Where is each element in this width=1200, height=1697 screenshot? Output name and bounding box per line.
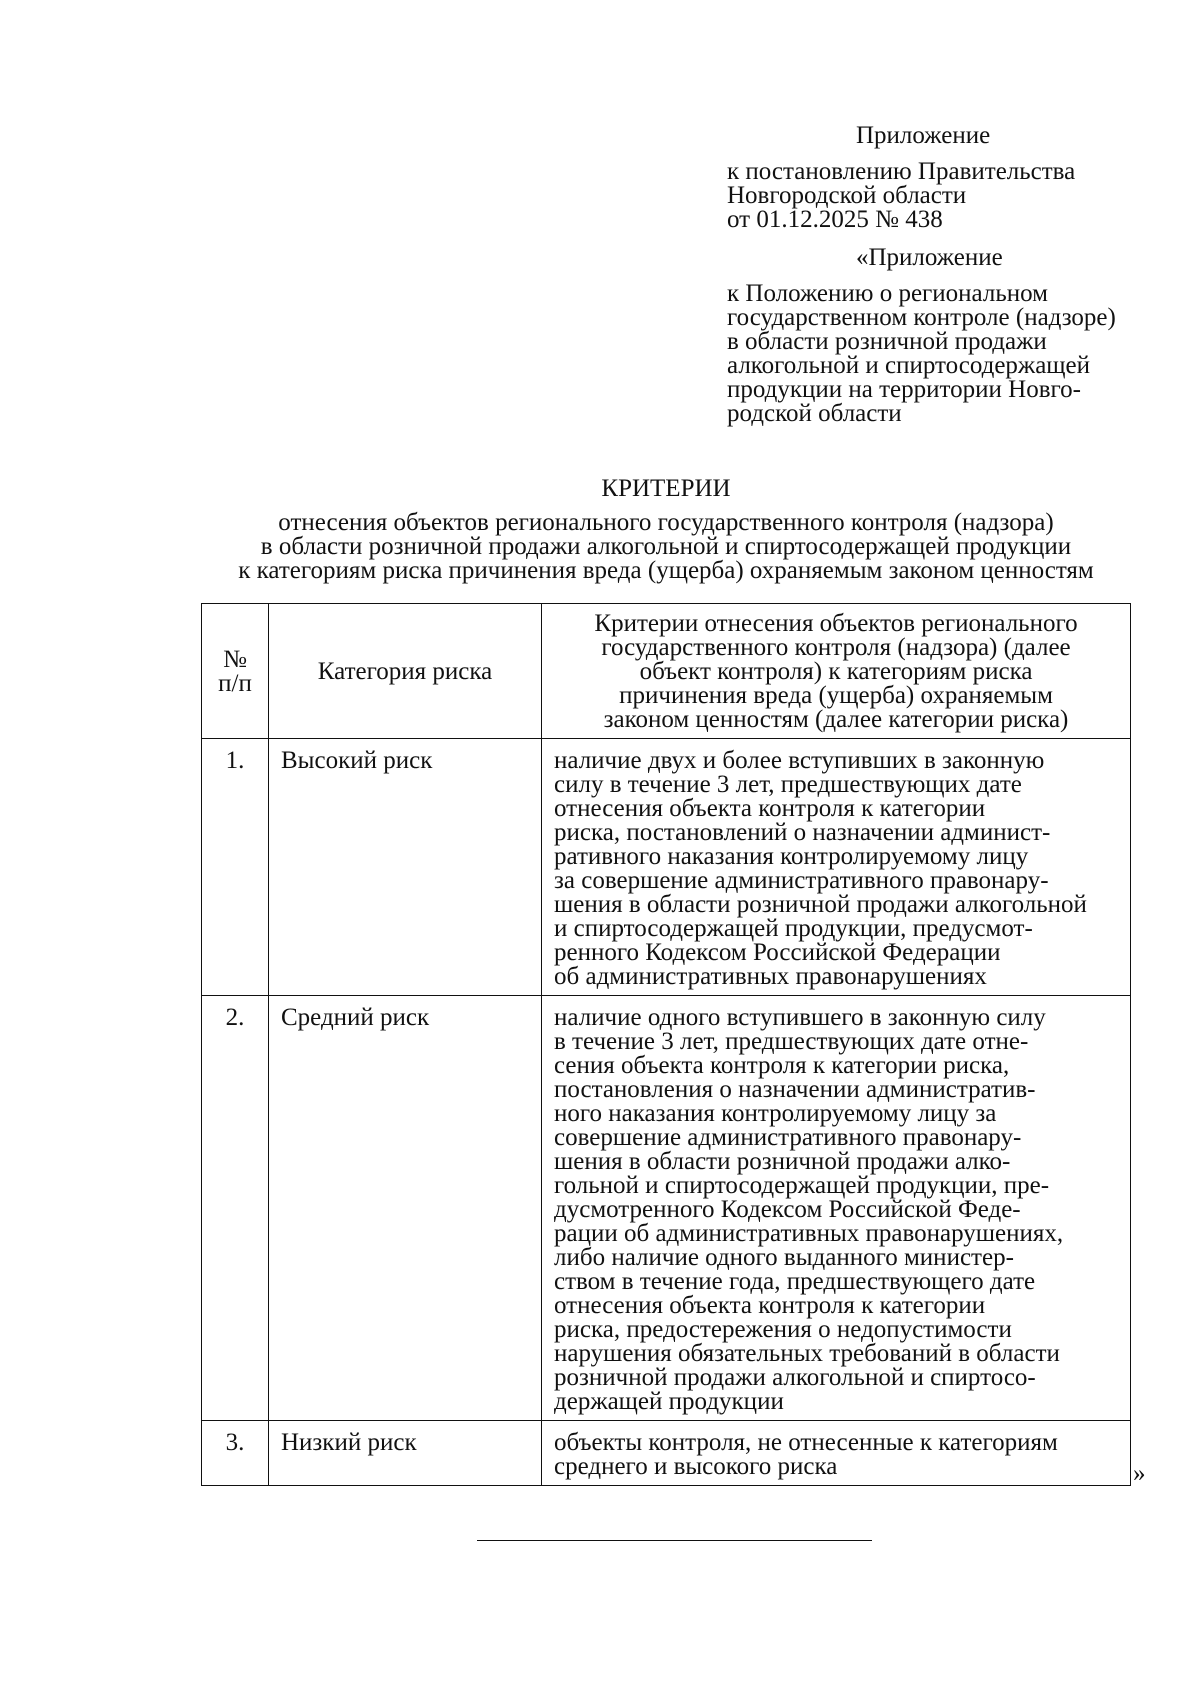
row-category: Низкий риск — [269, 1421, 542, 1486]
row-number: 2. — [202, 996, 269, 1421]
header-criteria: Критерии отнесения объектов регионального государственного контроля (надзора) (далее объект контроля) к категориям риска причинения вреда (ущерба) охраняемым законом ценностям (далее категории риска) — [542, 604, 1131, 739]
regulation-line: продукции на территории Новго- — [727, 376, 1081, 403]
header-number: № п/п — [202, 604, 269, 739]
row-criteria: наличие двух и более вступивших в законную силу в течение 3 лет, предшествующих дате отнесения объекта контроля к категории риска, постановлений о назначении админист- ративного наказания контролируемому лицу за совершение административного правонару- шения в области розничной продажи алкогольной и спиртосодержащей продукции, предусмот- ренного Кодексом Российской Федерации об административных правонарушениях — [542, 739, 1131, 996]
table-row — [202, 1421, 1131, 1486]
appendix-reference — [727, 160, 1075, 232]
table-row — [202, 739, 1131, 996]
closing-quote: » — [1133, 1460, 1146, 1487]
row-criteria: объекты контроля, не отнесенные к категориям среднего и высокого риска — [542, 1421, 1131, 1486]
appendix-line: Новгородской области — [727, 182, 967, 209]
bottom-divider — [477, 1540, 872, 1541]
subtitle-line: отнесения объектов регионального государственного контроля (надзора) — [278, 509, 1054, 536]
row-number: 3. — [202, 1421, 269, 1486]
regulation-line: алкогольной и спиртосодержащей — [727, 352, 1091, 379]
subtitle-line: к категориям риска причинения вреда (ущерба) охраняемым законом ценностям — [238, 557, 1094, 584]
table-header-row — [202, 604, 1131, 739]
header-category: Категория риска — [269, 604, 542, 739]
regulation-line: родской области — [727, 400, 902, 427]
subtitle-line: в области розничной продажи алкогольной и спиртосодержащей продукции — [260, 533, 1072, 560]
appendix-line: к постановлению Правительства — [727, 158, 1076, 185]
document-subtitle — [0, 511, 1200, 583]
row-category: Высокий риск — [269, 739, 542, 996]
regulation-line: к Положению о региональном — [727, 280, 1048, 307]
row-number: 1. — [202, 739, 269, 996]
table-row — [202, 996, 1131, 1421]
regulation-appendix-title: «Приложение — [856, 244, 1003, 271]
row-criteria: наличие одного вступившего в законную силу в течение 3 лет, предшествующих дате отне- сения объекта контроля к категории риска, постановления о назначении административ- ного наказания контролируемому лицу за совершение административного правонару- шения в области розничной продажи алко- гольной и спиртосодержащей продукции, пре- дусмотренного Кодексом Российской Феде- рации об административных правонарушениях, либо наличие одного выданного министер- ством в течение года, предшествующего дате отнесения объекта контроля к категории риска, предостережения о недопустимости нарушения обязательных требований в области розничной продажи алкогольной и спиртосо- держащей продукции — [542, 996, 1131, 1421]
row-category: Средний риск — [269, 996, 542, 1421]
regulation-line: в области розничной продажи — [727, 328, 1047, 355]
risk-criteria-table — [201, 603, 1131, 1486]
appendix-title: Приложение — [856, 122, 991, 149]
regulation-appendix-reference — [727, 282, 1116, 426]
regulation-line: государственном контроле (надзоре) — [727, 304, 1116, 331]
appendix-line: от 01.12.2025 № 438 — [727, 206, 943, 233]
document-title: КРИТЕРИИ — [601, 475, 731, 502]
